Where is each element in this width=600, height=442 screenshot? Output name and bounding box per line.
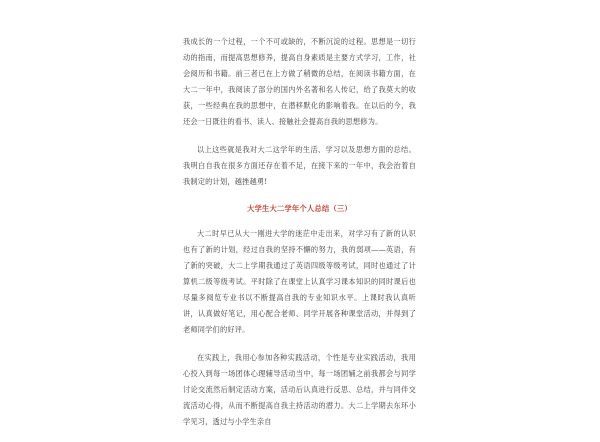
paragraph-study: 大二时早已从大一刚进大学的迷茫中走出来，对学习有了新的认识也有了新的计划，经过自我的坚持不懈的努力，我的弱项——英语，有了新的突破，大二上学期我通过了英语四级等级考试，同时也通过了计算机二级等级考试。平时除了在课堂上认真学习课本知识的同时课后也尽量多阅览专业书以不断提高自我的专业知识水平。上课时我认真听讲，认真做好笔记，用心配合老师、同学开展各种课堂活动，并得到了老师同学们的好评。 <box>183 229 416 334</box>
paragraph-summary-conclusion: 以上这些就是我对大二这学年的生活、学习以及思想方面的总结。我明白自我在很多方面还存在着不足，在接下来的一年中，我会治着自我制定的计划，越挫越勇! <box>183 145 416 186</box>
paragraph-practice: 在实践上，我用心参加各种实践活动，个性是专业实践活动，我用心投入到每一场团体心理辅导活动当中，每一场团辅之前我都会与同学讨论交流然后制定活动方案，活动后认真进行反思、总结，并与同伴交流活动心得，从而不断提高自我主持活动的潜力。大二上学期去东环小学见习，透过与小学生亲自 <box>183 353 416 426</box>
document-body <box>183 34 416 442</box>
paragraph-thought-cultivation: 我成长的一个过程，一个不可或缺的，不断沉淀的过程。思想是一切行动的指南，而提高思想修养，提高自身素质是主要方式学习，工作，社会阅历和书籍。前三者已在上方做了稍微的总结，在阅读书籍方面，在大二一年中，我阅读了部分的国内外名著和名人传记，给了我莫大的收获，一些经典在我的思想中，在潜移默化的影响着我。在以后的今，我还会一日既往的看书、读人、接触社会提高自我的思想修为。 <box>183 37 416 126</box>
section-title: 大学生大二学年个人总结（三） <box>247 204 352 213</box>
